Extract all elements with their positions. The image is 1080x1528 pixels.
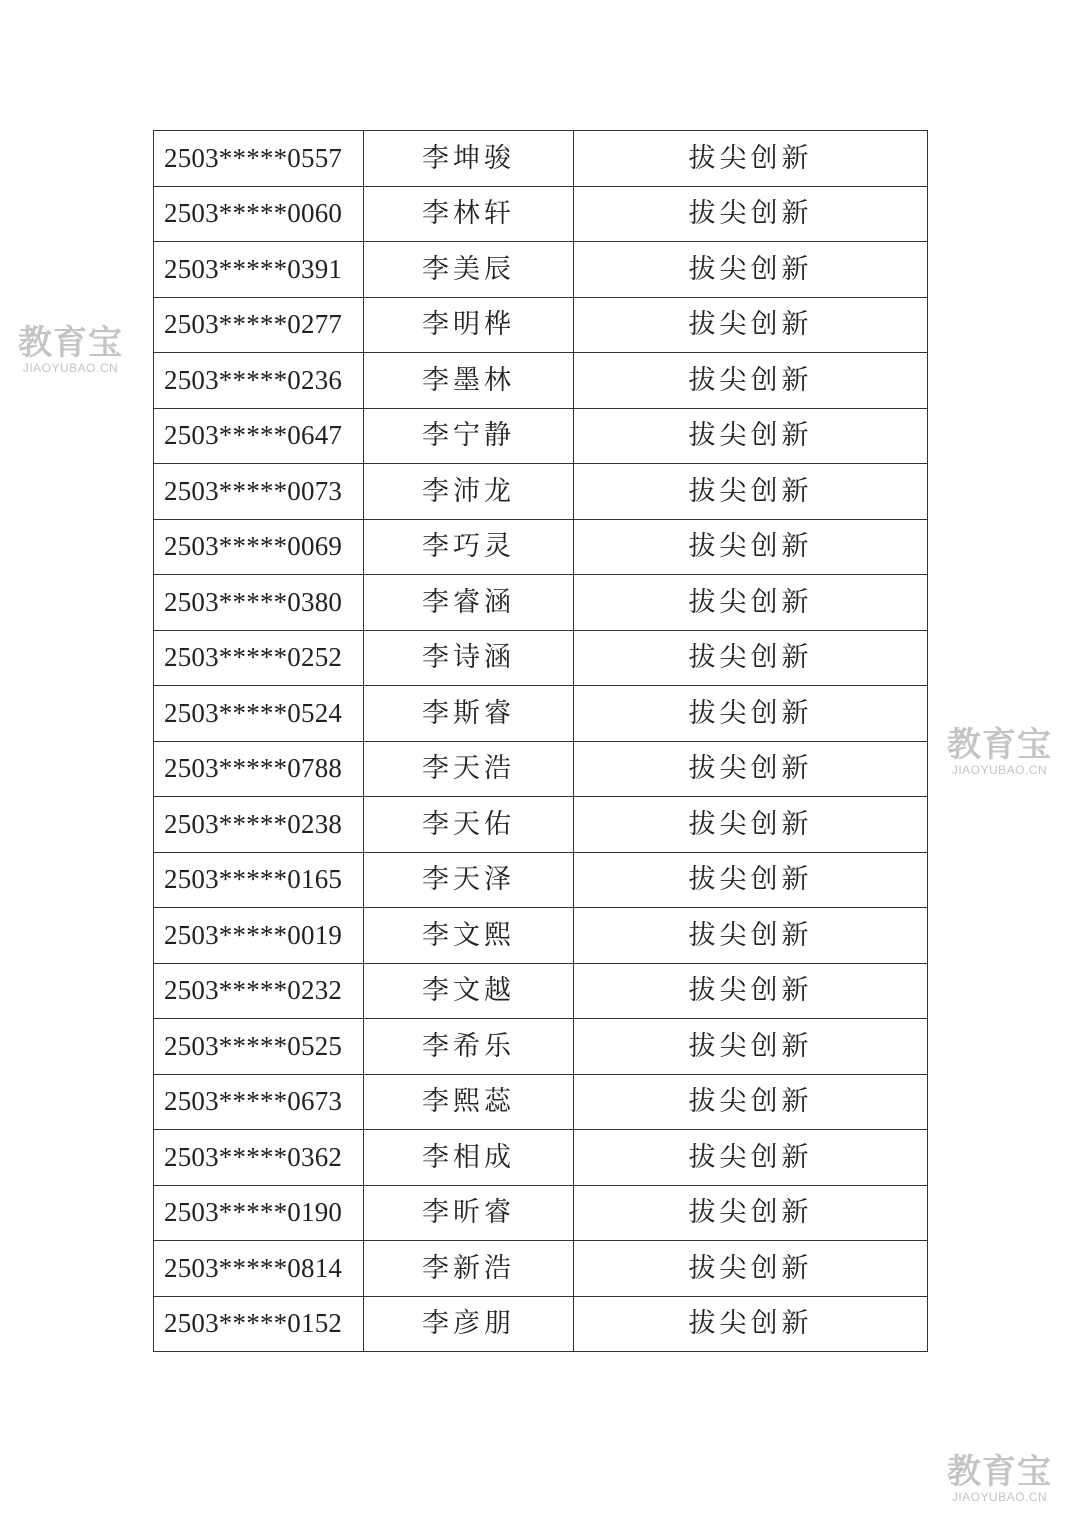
exam-number-cell: 2503*****0525: [154, 1019, 364, 1075]
category-cell: 拔尖创新: [574, 131, 928, 187]
category-cell: 拔尖创新: [574, 630, 928, 686]
watermark-text: 教育宝: [18, 323, 123, 363]
student-name-cell: 李新浩: [364, 1241, 574, 1297]
category-cell: 拔尖创新: [574, 242, 928, 298]
table-row: [154, 630, 928, 686]
watermark-logo: [18, 323, 123, 375]
watermark-logo: [947, 725, 1052, 777]
student-name-cell: 李林轩: [364, 186, 574, 242]
category-cell: 拔尖创新: [574, 852, 928, 908]
watermark-logo: [947, 1452, 1052, 1504]
exam-number-cell: 2503*****0073: [154, 464, 364, 520]
table-row: [154, 519, 928, 575]
table-row: [154, 852, 928, 908]
category-cell: 拔尖创新: [574, 1130, 928, 1186]
watermark-domain: JIAOYUBAO.CN: [951, 763, 1048, 777]
category-cell: 拔尖创新: [574, 186, 928, 242]
table-row: [154, 575, 928, 631]
student-name-cell: 李昕睿: [364, 1185, 574, 1241]
table-row: [154, 908, 928, 964]
exam-number-cell: 2503*****0277: [154, 297, 364, 353]
student-name-cell: 李沛龙: [364, 464, 574, 520]
exam-number-cell: 2503*****0190: [154, 1185, 364, 1241]
category-cell: 拔尖创新: [574, 353, 928, 409]
exam-number-cell: 2503*****0673: [154, 1074, 364, 1130]
table-row: [154, 686, 928, 742]
watermark-text: 教育宝: [947, 725, 1052, 765]
exam-number-cell: 2503*****0788: [154, 741, 364, 797]
exam-number-cell: 2503*****0380: [154, 575, 364, 631]
student-name-cell: 李明桦: [364, 297, 574, 353]
exam-number-cell: 2503*****0647: [154, 408, 364, 464]
student-name-cell: 李天浩: [364, 741, 574, 797]
student-name-cell: 李坤骏: [364, 131, 574, 187]
exam-number-cell: 2503*****0238: [154, 797, 364, 853]
category-cell: 拔尖创新: [574, 686, 928, 742]
watermark-text: 教育宝: [947, 1452, 1052, 1492]
table-row: [154, 1074, 928, 1130]
student-name-cell: 李希乐: [364, 1019, 574, 1075]
table-row: [154, 1019, 928, 1075]
roster-body: [154, 131, 928, 1352]
exam-number-cell: 2503*****0232: [154, 963, 364, 1019]
table-row: [154, 797, 928, 853]
exam-number-cell: 2503*****0060: [154, 186, 364, 242]
exam-number-cell: 2503*****0524: [154, 686, 364, 742]
category-cell: 拔尖创新: [574, 519, 928, 575]
table-row: [154, 1185, 928, 1241]
category-cell: 拔尖创新: [574, 1019, 928, 1075]
table-row: [154, 131, 928, 187]
table-row: [154, 297, 928, 353]
exam-number-cell: 2503*****0069: [154, 519, 364, 575]
student-name-cell: 李天佑: [364, 797, 574, 853]
table-row: [154, 353, 928, 409]
table-row: [154, 1296, 928, 1352]
category-cell: 拔尖创新: [574, 408, 928, 464]
student-name-cell: 李睿涵: [364, 575, 574, 631]
category-cell: 拔尖创新: [574, 1296, 928, 1352]
category-cell: 拔尖创新: [574, 908, 928, 964]
student-name-cell: 李斯睿: [364, 686, 574, 742]
category-cell: 拔尖创新: [574, 1185, 928, 1241]
student-name-cell: 李文熙: [364, 908, 574, 964]
exam-number-cell: 2503*****0362: [154, 1130, 364, 1186]
table-row: [154, 186, 928, 242]
category-cell: 拔尖创新: [574, 1074, 928, 1130]
exam-number-cell: 2503*****0152: [154, 1296, 364, 1352]
category-cell: 拔尖创新: [574, 575, 928, 631]
exam-number-cell: 2503*****0252: [154, 630, 364, 686]
table-row: [154, 408, 928, 464]
table-row: [154, 1241, 928, 1297]
student-name-cell: 李熙蕊: [364, 1074, 574, 1130]
watermark-domain: JIAOYUBAO.CN: [22, 361, 119, 375]
student-name-cell: 李文越: [364, 963, 574, 1019]
category-cell: 拔尖创新: [574, 464, 928, 520]
exam-number-cell: 2503*****0814: [154, 1241, 364, 1297]
student-name-cell: 李巧灵: [364, 519, 574, 575]
exam-number-cell: 2503*****0019: [154, 908, 364, 964]
student-name-cell: 李宁静: [364, 408, 574, 464]
table-row: [154, 1130, 928, 1186]
student-roster-table: [153, 130, 928, 1352]
table-row: [154, 963, 928, 1019]
category-cell: 拔尖创新: [574, 963, 928, 1019]
table-row: [154, 242, 928, 298]
exam-number-cell: 2503*****0557: [154, 131, 364, 187]
student-name-cell: 李彦朋: [364, 1296, 574, 1352]
table-row: [154, 464, 928, 520]
category-cell: 拔尖创新: [574, 1241, 928, 1297]
watermark-domain: JIAOYUBAO.CN: [951, 1490, 1048, 1504]
student-name-cell: 李相成: [364, 1130, 574, 1186]
exam-number-cell: 2503*****0391: [154, 242, 364, 298]
student-name-cell: 李诗涵: [364, 630, 574, 686]
exam-number-cell: 2503*****0165: [154, 852, 364, 908]
exam-number-cell: 2503*****0236: [154, 353, 364, 409]
category-cell: 拔尖创新: [574, 741, 928, 797]
table-row: [154, 741, 928, 797]
category-cell: 拔尖创新: [574, 797, 928, 853]
category-cell: 拔尖创新: [574, 297, 928, 353]
student-name-cell: 李美辰: [364, 242, 574, 298]
student-name-cell: 李墨林: [364, 353, 574, 409]
student-name-cell: 李天泽: [364, 852, 574, 908]
